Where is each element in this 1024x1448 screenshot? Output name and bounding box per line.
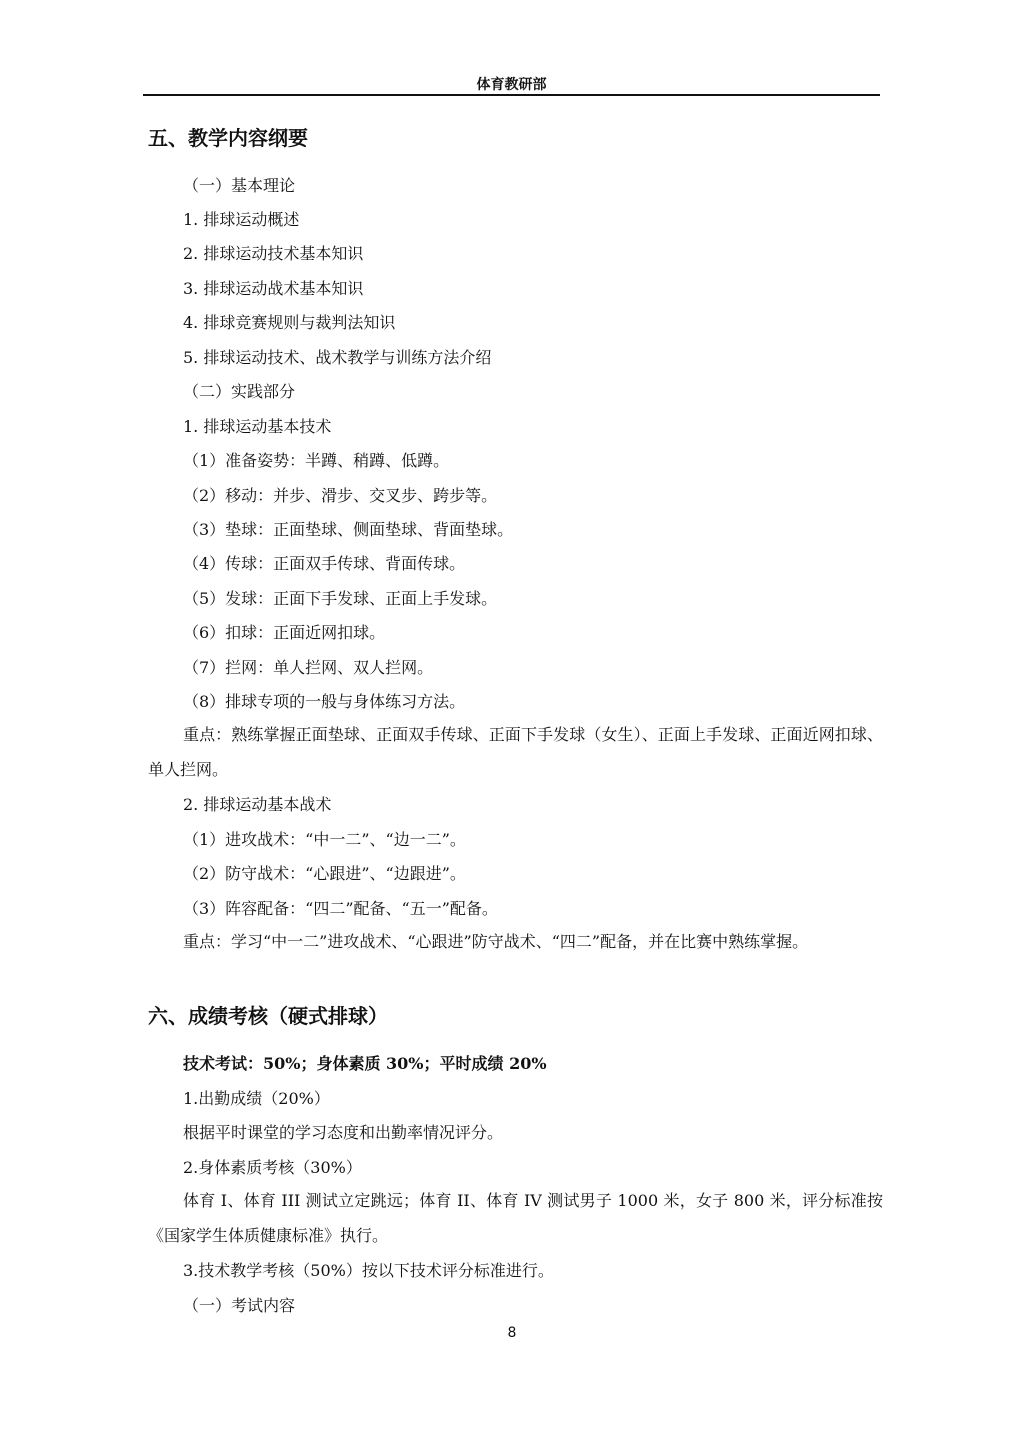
exam-content-subheading: （一）考试内容 xyxy=(183,1296,296,1315)
list-item: （1）进攻战术：“中一二”、“边一二”。 xyxy=(183,830,466,849)
list-item: （6）扣球：正面近网扣球。 xyxy=(183,623,386,642)
score-weights: 技术考试：50%；身体素质 30%；平时成绩 20% xyxy=(183,1054,547,1073)
list-item: 1. 排球运动概述 xyxy=(183,210,300,229)
list-item: 5. 排球运动技术、战术教学与训练方法介绍 xyxy=(183,348,492,367)
list-item: （1）准备姿势：半蹲、稍蹲、低蹲。 xyxy=(183,451,450,470)
fitness-description: 体育 I、体育 III 测试立定跳远；体育 II、体育 IV 测试男子 1000 米，女子 800 米，评分标准按《国家学生体质健康标准》执行。 xyxy=(148,1191,883,1245)
list-item: 4. 排球竞赛规则与裁判法知识 xyxy=(183,313,396,332)
header-rule xyxy=(143,94,880,96)
list-item: （3）阵容配备：“四二”配备、“五一”配备。 xyxy=(183,899,498,918)
page-number: 8 xyxy=(507,1325,517,1341)
section-5-heading: 五、教学内容纲要 xyxy=(148,126,308,150)
list-item: 3. 排球运动战术基本知识 xyxy=(183,279,364,298)
list-item: 2. 排球运动技术基本知识 xyxy=(183,244,364,263)
list-item: （2）移动：并步、滑步、交叉步、跨步等。 xyxy=(183,486,498,505)
tactic-subheading: 2. 排球运动基本战术 xyxy=(183,795,332,814)
list-item: （7）拦网：单人拦网、双人拦网。 xyxy=(183,658,434,677)
attendance-title: 1.出勤成绩（20%） xyxy=(183,1089,330,1108)
list-item: （2）防守战术：“心跟进”、“边跟进”。 xyxy=(183,864,466,883)
practice-subheading: （二）实践部分 xyxy=(183,382,296,401)
list-item: （4）传球：正面双手传球、背面传球。 xyxy=(183,554,466,573)
list-item: （3）垫球：正面垫球、侧面垫球、背面垫球。 xyxy=(183,520,514,539)
tech-subheading: 1. 排球运动基本技术 xyxy=(183,417,332,436)
theory-subheading: （一）基本理论 xyxy=(183,176,296,195)
attendance-description: 根据平时课堂的学习态度和出勤率情况评分。 xyxy=(183,1123,504,1142)
skill-exam-title: 3.技术教学考核（50%）按以下技术评分标准进行。 xyxy=(183,1261,554,1280)
list-item: （5）发球：正面下手发球、正面上手发球。 xyxy=(183,589,498,608)
tactic-focus-paragraph: 重点：学习“中一二”进攻战术、“心跟进”防守战术、“四二”配备，并在比赛中熟练掌握。 xyxy=(183,932,809,951)
page-header-title: 体育教研部 xyxy=(476,77,547,93)
section-6-heading: 六、成绩考核（硬式排球） xyxy=(148,1004,388,1028)
fitness-title: 2.身体素质考核（30%） xyxy=(183,1158,362,1177)
list-item: （8）排球专项的一般与身体练习方法。 xyxy=(183,692,466,711)
tech-focus-paragraph: 重点：熟练掌握正面垫球、正面双手传球、正面下手发球（女生）、正面上手发球、正面近网扣球、单人拦网。 xyxy=(148,725,883,779)
